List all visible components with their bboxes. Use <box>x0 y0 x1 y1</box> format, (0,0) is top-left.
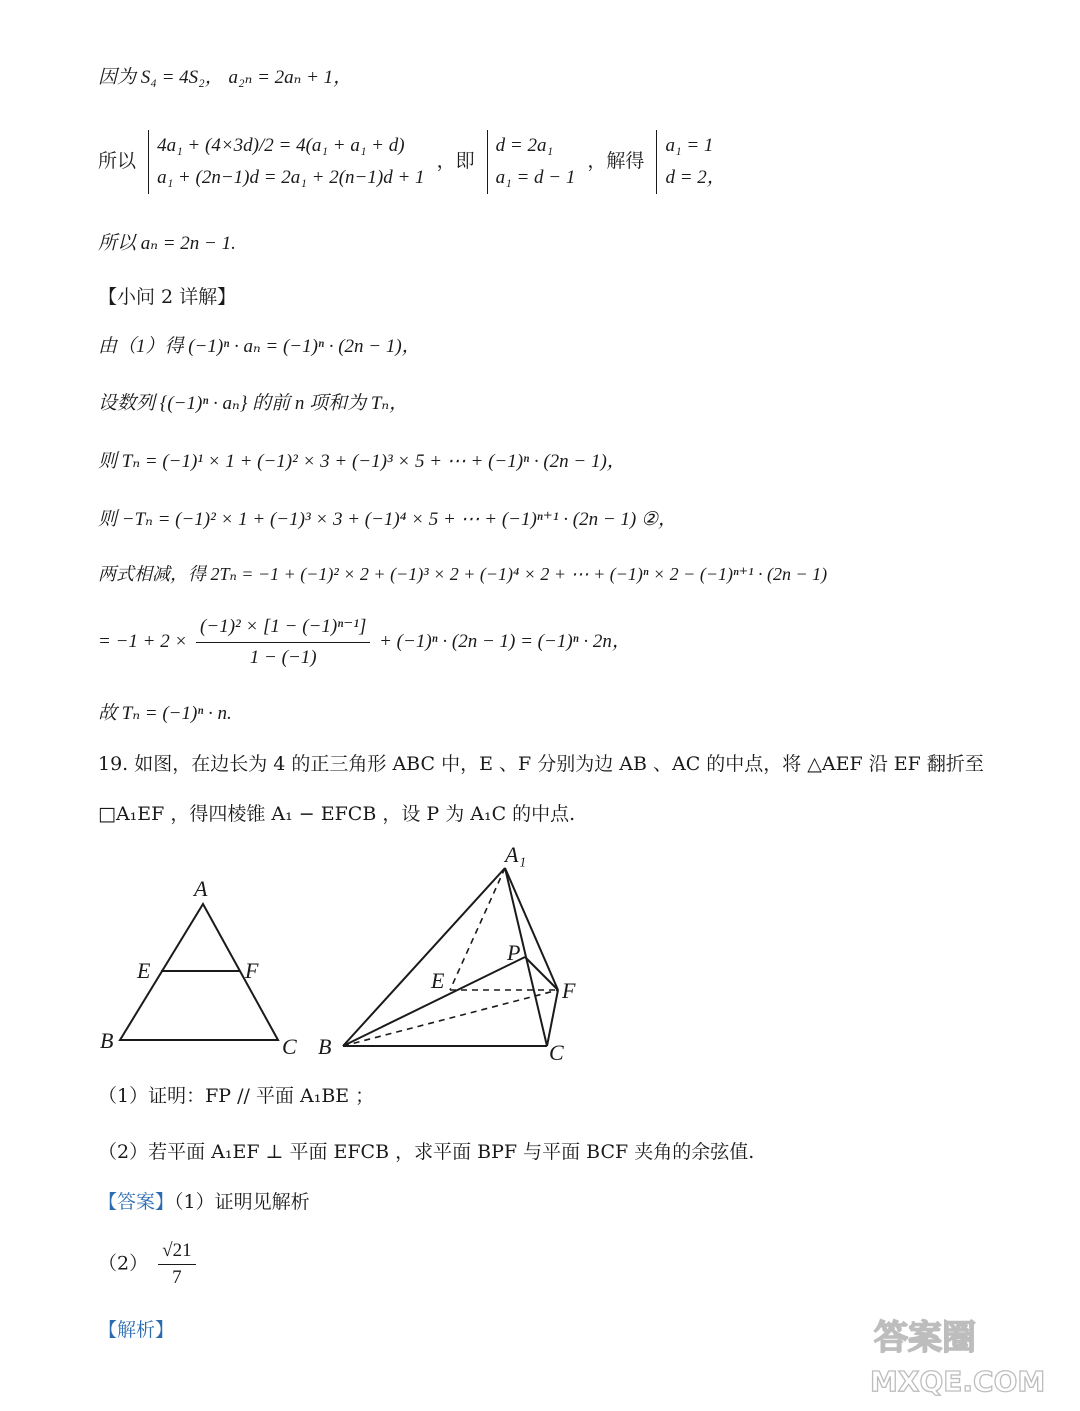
line-fraction-result <box>98 612 631 673</box>
equation-system-1 <box>148 130 424 194</box>
figure-triangle-abc <box>95 870 315 1070</box>
system-3-eq1: a₁ = 1 <box>665 135 714 156</box>
q19-text-1: 19. 如图，在边长为 4 的正三角形 ABC 中，E 、F 分别为边 AB 、AC 的中点，将 △AEF 沿 EF 翻折至 <box>98 753 984 775</box>
edge-f-c <box>547 990 558 1046</box>
watermark-logo <box>868 1309 1058 1399</box>
q19-part-1: （1）证明：FP // 平面 A₁BE ； <box>98 1085 375 1107</box>
segment-b-f-hidden <box>343 990 558 1046</box>
system-2-eq2: a₁ = d − 1 <box>495 167 576 188</box>
system-1-eq2: a₁ + (2n−1)d = 2a₁ + 2(n−1)d + 1 <box>157 167 425 188</box>
answer-line-1 <box>98 1190 310 1214</box>
line-an-result: 所以 aₙ = 2n − 1. <box>98 233 236 254</box>
line-neg-tn: 则 −Tₙ = (−1)² × 1 + (−1)³ × 3 + (−1)⁴ × 5 + ⋯ + (−1)ⁿ⁺¹ · (2n − 1) ②， <box>98 509 678 530</box>
q19-part-2: （2）若平面 A₁EF ⊥ 平面 EFCB ，求平面 BPF 与平面 BCF 夹角的余弦值. <box>98 1141 755 1163</box>
label-p: P <box>507 940 521 965</box>
label-c: C <box>282 1034 297 1059</box>
equation-system-3 <box>656 130 725 194</box>
label-b: B <box>100 1028 114 1053</box>
label-a: A <box>194 876 208 901</box>
watermark-text-1: 答案圈 <box>874 1318 976 1358</box>
fraction-denominator: 1 − (−1) <box>249 647 317 668</box>
line-conclusion: 故 Tₙ = (−1)ⁿ · n. <box>98 703 232 724</box>
section-heading-q2: 【小问 2 详解】 <box>98 286 237 308</box>
line-subtract: 两式相减，得 2Tₙ = −1 + (−1)² × 2 + (−1)³ × 2 + (−1)⁴ × 2 + ⋯ + (−1)ⁿ × 2 − (−1)ⁿ⁺¹ · (2n − 1) <box>98 564 828 584</box>
answer-label: 【答案】 <box>98 1191 175 1213</box>
answer-line-2 <box>98 1238 200 1291</box>
q19-text-2: □A₁EF ，得四棱锥 A₁ − EFCB ，设 P 为 A₁C 的中点. <box>98 803 576 825</box>
edge-a1-f <box>505 868 558 990</box>
line-define-tn: 设数列 {(−1)ⁿ · aₙ} 的前 n 项和为 Tₙ， <box>98 393 409 414</box>
answer-2-prefix: （2） <box>98 1252 149 1275</box>
answer-2-denominator: 7 <box>172 1267 182 1288</box>
fraction-suffix: + (−1)ⁿ · (2n − 1) = (−1)ⁿ · 2n， <box>379 630 631 652</box>
figure-pyramid <box>310 840 600 1070</box>
fraction <box>196 612 370 673</box>
line-from-1: 由（1）得 (−1)ⁿ · aₙ = (−1)ⁿ · (2n − 1)， <box>98 336 421 357</box>
text-jiede: ，解得 <box>587 150 645 172</box>
watermark-text-2: MXQE.COM <box>870 1365 1046 1398</box>
label-a1: A₁ <box>505 842 527 867</box>
fraction-numerator: (−1)² × [1 − (−1)ⁿ⁻¹] <box>196 612 370 643</box>
label-c: C <box>549 1040 564 1065</box>
label-e: E <box>431 968 445 993</box>
label-f: F <box>562 978 576 1003</box>
text-suoyi: 所以 <box>98 150 137 172</box>
answer-2-fraction <box>158 1238 195 1291</box>
analysis-label: 【解析】 <box>98 1319 175 1341</box>
label-b: B <box>318 1034 332 1059</box>
system-1-eq1: 4a₁ + (4×3d)/2 = 4(a₁ + a₁ + d) <box>157 135 405 156</box>
text-ji: ，即 <box>436 150 475 172</box>
answer-1-text: （1）证明见解析 <box>174 1191 310 1213</box>
answer-2-numerator: √21 <box>158 1238 195 1265</box>
label-f: F <box>245 958 259 983</box>
system-2-eq1: d = 2a₁ <box>495 135 554 156</box>
line-system <box>98 130 732 194</box>
line-given: 因为 S₄ = 4S₂， a₂ₙ = 2aₙ + 1， <box>98 67 353 88</box>
line-tn-sum: 则 Tₙ = (−1)¹ × 1 + (−1)² × 3 + (−1)³ × 5 + ⋯ + (−1)ⁿ · (2n − 1)， <box>98 451 626 472</box>
label-e: E <box>137 958 151 983</box>
system-3-eq2: d = 2， <box>665 167 726 188</box>
edge-b-a1 <box>343 868 505 1046</box>
fraction-prefix: = −1 + 2 × <box>98 630 188 652</box>
equation-system-2 <box>487 130 576 194</box>
